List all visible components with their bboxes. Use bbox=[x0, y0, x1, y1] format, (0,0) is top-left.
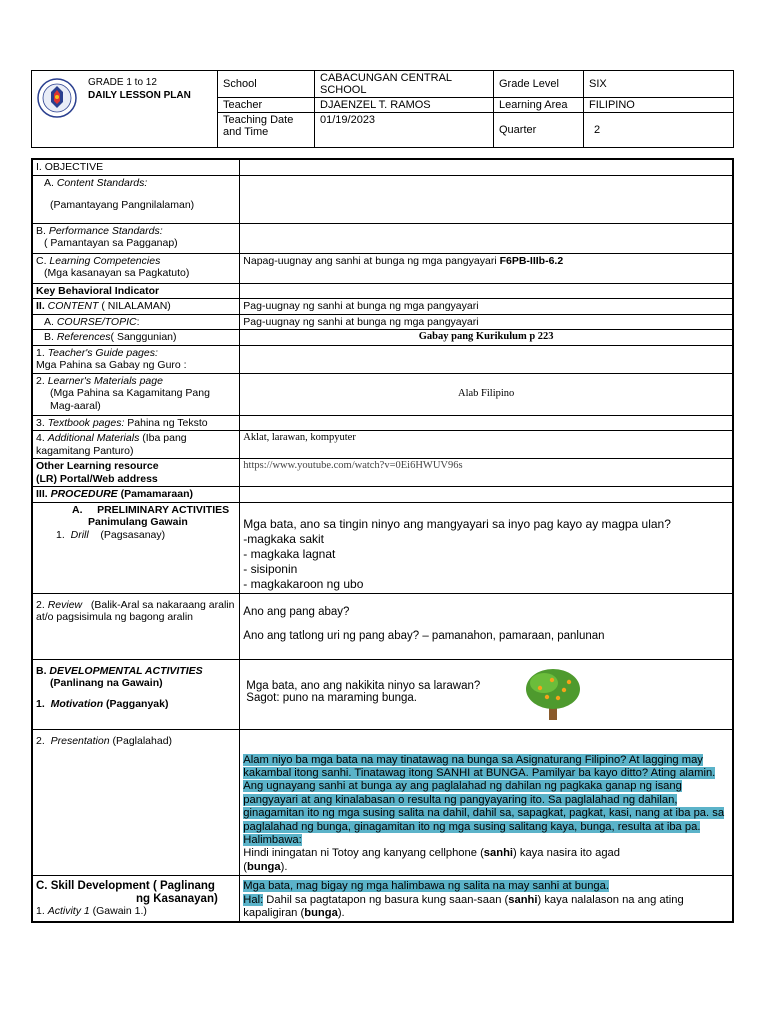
activity-content: Mga bata, mag bigay ng mga halimbawa ng salita na may sanhi at bunga. Hal: Dahil sa pagtatapon ng basura kung saan-saan (sanhi) kaya nalalason na ang ating kapaligiran (bunga). bbox=[240, 876, 733, 923]
objective-heading: I. OBJECTIVE bbox=[32, 159, 240, 175]
grade-level-value: SIX bbox=[584, 71, 734, 98]
other-resource-label: Other Learning resource (LR) Portal/Web address bbox=[32, 459, 240, 487]
review-content: Ano ang pang abay? Ano ang tatlong uri ng pang abay? – pamanahon, pamaraan, panlunan bbox=[240, 593, 733, 659]
teacher-value: DJAENZEL T. RAMOS bbox=[315, 98, 494, 113]
presentation-label: 2. Presentation (Paglalahad) bbox=[32, 729, 240, 876]
drill-content: Mga bata, ano sa tingin ninyo ang mangyayari sa inyo pag kayo ay magpa ulan? -magkaka sakit - magkaka lagnat - sisiponin - magkakaroon ng ubo bbox=[240, 502, 733, 593]
learners-materials-label: 2. Learner's Materials page (Mga Pahina sa Kagamitang Pang Mag-aaral) bbox=[32, 373, 240, 415]
plan-title: DAILY LESSON PLAN bbox=[88, 90, 191, 101]
lesson-table bbox=[31, 158, 734, 923]
performance-standards-value bbox=[240, 223, 733, 253]
textbook-value bbox=[240, 415, 733, 431]
content-label: II. CONTENT ( NILALAMAN) bbox=[32, 299, 240, 315]
learning-comp-value: Napag-uugnay ang sanhi at bunga ng mga pangyayari F6PB-IIIb-6.2 bbox=[240, 253, 733, 283]
key-behavioral-value bbox=[240, 283, 733, 299]
content-standards-value bbox=[240, 175, 733, 223]
quarter-value: 2 bbox=[584, 113, 734, 148]
seal-cell bbox=[32, 71, 218, 148]
course-value: Pag-uugnay ng sanhi at bunga ng mga pangyayari bbox=[240, 314, 733, 330]
school-label: School bbox=[218, 71, 315, 98]
additional-materials-label: 4. Additional Materials (Iba pang kagamitang Panturo) bbox=[32, 431, 240, 459]
course-label: A. COURSE/TOPIC: bbox=[32, 314, 240, 330]
grade-range: GRADE 1 to 12 bbox=[88, 77, 157, 88]
preliminary-label: A. PRELIMINARY ACTIVITIES Panimulang Gawain 1. Drill (Pagsasanay) bbox=[32, 502, 240, 593]
objective-value bbox=[240, 159, 733, 175]
presentation-content: Alam niyo ba mga bata na may tinatawag na bunga sa Asignaturang Filipino? At lagging may kakambal itong sanhi. Tinatawag itong SANHI at BUNGA. Pamilyar ba kayo ditto? Ating alamin. Ang ugnayang sanhi at bunga ay ang paglalahad ng dahilan ng pagkaka ganap ng isang pangyayari at ang kinalabasan o resulta ng pangyayaring ito. Sa paglalahad ng dahilan, ginagamitan ito ng mga susing salita na dahil, dahil sa, sapagkat, pagkat, kasi, nang at iba pa. sa paglalahad ng bunga, ginagamitan ito ng mga susing salitang kaya, bunga, resulta at iba pa. Halimbawa: Hindi iningatan ni Totoy ang kanyang cellphone (sanhi) kaya nasira ito agad (bunga). bbox=[240, 729, 733, 876]
learning-area-value: FILIPINO bbox=[584, 98, 734, 113]
references-label: B. References( Sanggunian) bbox=[32, 330, 240, 346]
skill-development-label: C. Skill Development ( Paglinang ng Kasanayan) 1. Activity 1 (Gawain 1.) bbox=[32, 876, 240, 923]
references-value: Gabay pang Kurikulum p 223 bbox=[240, 330, 733, 346]
grade-level-label: Grade Level bbox=[494, 71, 584, 98]
performance-standards-label: B. Performance Standards: ( Pamantayan sa Pagganap) bbox=[32, 223, 240, 253]
procedure-label: III. PROCEDURE (Pamamaraan) bbox=[32, 487, 240, 503]
learning-area-label: Learning Area bbox=[494, 98, 584, 113]
tree-icon bbox=[522, 664, 584, 722]
motivation-content: Mga bata, ano ang nakikita ninyo sa larawan? Sagot: puno na maraming bunga. bbox=[240, 659, 733, 729]
learning-comp-label: C. Learning Competencies (Mga kasanayan sa Pagkatuto) bbox=[32, 253, 240, 283]
web-address-link[interactable]: https://www.youtube.com/watch?v=0Ei6HWUV96s bbox=[240, 459, 733, 487]
teacher-label: Teacher bbox=[218, 98, 315, 113]
school-value: CABACUNGAN CENTRAL SCHOOL bbox=[315, 71, 494, 98]
additional-materials-value: Aklat, larawan, kompyuter bbox=[240, 431, 733, 459]
teachers-guide-value bbox=[240, 345, 733, 373]
teaching-date-value: 01/19/2023 bbox=[315, 113, 494, 148]
developmental-label: B. DEVELOPMENTAL ACTIVITIES (Panlinang na Gawain) 1. Motivation (Pagganyak) bbox=[32, 659, 240, 729]
content-standards-label: A. Content Standards: (Pamantayang Pangnilalaman) bbox=[32, 175, 240, 223]
textbook-label: 3. Textbook pages: Pahina ng Teksto bbox=[32, 415, 240, 431]
teaching-date-label: Teaching Date and Time bbox=[218, 113, 315, 148]
review-label: 2. Review (Balik-Aral sa nakaraang aralin at/o pagsisimula ng bagong aralin bbox=[32, 593, 240, 659]
procedure-value bbox=[240, 487, 733, 503]
content-value: Pag-uugnay ng sanhi at bunga ng mga pangyayari bbox=[240, 299, 733, 315]
teachers-guide-label: 1. Teacher's Guide pages: Mga Pahina sa Gabay ng Guro : bbox=[32, 345, 240, 373]
key-behavioral-label: Key Behavioral Indicator bbox=[32, 283, 240, 299]
learners-materials-value: Alab Filipino bbox=[240, 373, 733, 415]
header-table bbox=[31, 70, 734, 148]
quarter-label: Quarter bbox=[494, 113, 584, 148]
